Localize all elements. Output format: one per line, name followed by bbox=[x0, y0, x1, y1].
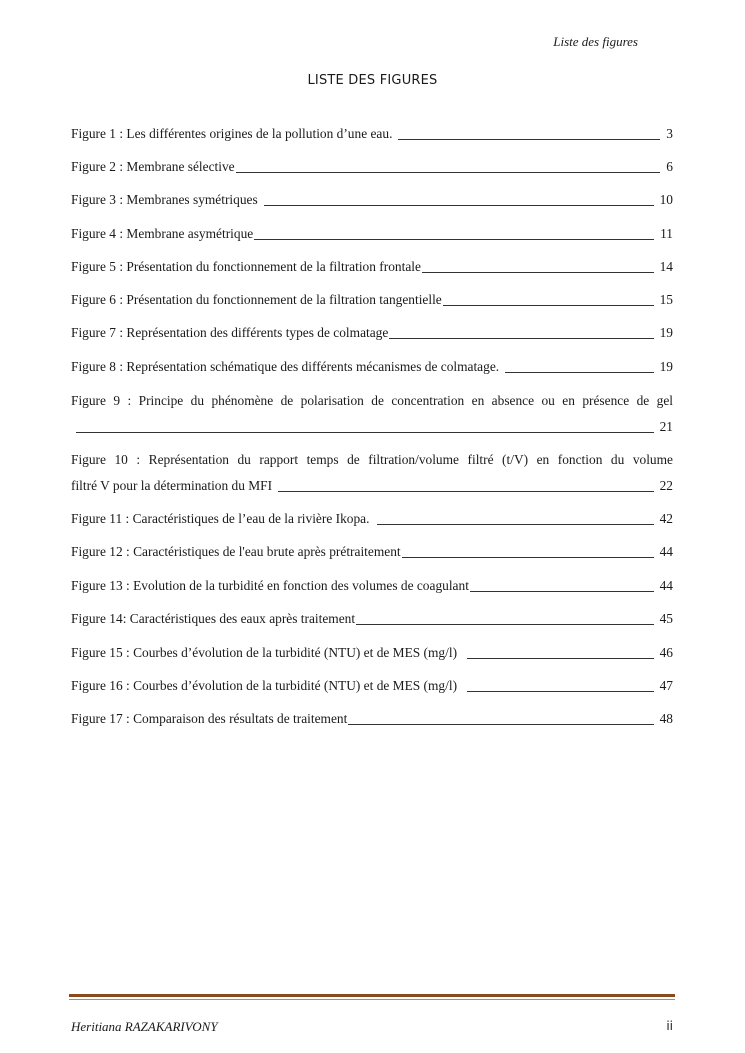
toc-entry-page: 11 bbox=[660, 226, 673, 241]
dot-leader bbox=[348, 724, 653, 725]
toc-entry-page: 22 bbox=[659, 478, 673, 493]
toc-entry-label: Figure 13 : Evolution de la turbidité en fonction des volumes de coagulant bbox=[71, 578, 469, 593]
toc-entry-label: Figure 16 : Courbes d’évolution de la turbidité (NTU) et de MES (mg/l) bbox=[71, 678, 458, 693]
toc-entry-page: 19 bbox=[659, 359, 673, 374]
toc-entry-label: Figure 8 : Représentation schématique des différents mécanismes de colmatage. bbox=[71, 359, 500, 374]
toc-entry-page: 42 bbox=[659, 511, 673, 526]
dot-leader bbox=[467, 658, 654, 659]
toc-entry-label: Figure 11 : Caractéristiques de l’eau de la rivière Ikopa. bbox=[71, 511, 370, 526]
dot-leader bbox=[470, 591, 654, 592]
toc-entry-page: 44 bbox=[659, 544, 673, 559]
toc-entry-label-continued: filtré V pour la détermination du MFI bbox=[71, 478, 273, 493]
toc-entry-figure-5[interactable] bbox=[71, 258, 673, 275]
running-header-title: Liste des figures bbox=[553, 34, 638, 49]
toc-entry-page: 45 bbox=[659, 611, 673, 626]
toc-entry-figure-9[interactable] bbox=[71, 392, 673, 435]
toc-entry-page: 21 bbox=[659, 419, 673, 434]
toc-entry-figure-8[interactable] bbox=[71, 358, 673, 375]
toc-entry-label: Figure 15 : Courbes d’évolution de la turbidité (NTU) et de MES (mg/l) bbox=[71, 645, 458, 660]
toc-entry-figure-11[interactable] bbox=[71, 510, 673, 527]
toc-entry-page: 46 bbox=[659, 645, 673, 660]
toc-entry-figure-15[interactable] bbox=[71, 644, 673, 661]
toc-entry-label: Figure 3 : Membranes symétriques bbox=[71, 192, 258, 207]
dot-leader bbox=[398, 139, 660, 140]
toc-entry-label: Figure 1 : Les différentes origines de la pollution d’une eau. bbox=[71, 126, 393, 141]
footer-rule-thin bbox=[69, 999, 675, 1000]
dot-leader bbox=[402, 557, 654, 558]
toc-entry-page: 19 bbox=[659, 325, 673, 340]
toc-entry-figure-4[interactable] bbox=[71, 225, 673, 242]
toc-entry-figure-3[interactable] bbox=[71, 191, 673, 208]
toc-entry-figure-14[interactable] bbox=[71, 610, 673, 627]
dot-leader bbox=[278, 491, 654, 492]
toc-entry-figure-6[interactable] bbox=[71, 291, 673, 308]
toc-entry-label: Figure 6 : Présentation du fonctionnement de la filtration tangentielle bbox=[71, 292, 442, 307]
dot-leader bbox=[236, 172, 661, 173]
toc-entry-label: Figure 4 : Membrane asymétrique bbox=[71, 226, 254, 241]
dot-leader bbox=[254, 239, 654, 240]
dot-leader bbox=[389, 338, 653, 339]
toc-entry-label: Figure 5 : Présentation du fonctionnement de la filtration frontale bbox=[71, 259, 421, 274]
dot-leader bbox=[467, 691, 654, 692]
dot-leader bbox=[356, 624, 654, 625]
toc-entry-figure-13[interactable] bbox=[71, 577, 673, 594]
toc-entry-label: Figure 17 : Comparaison des résultats de traitement bbox=[71, 711, 348, 726]
toc-entry-figure-17[interactable] bbox=[71, 710, 673, 727]
toc-entry-figure-16[interactable] bbox=[71, 677, 673, 694]
dot-leader bbox=[443, 305, 654, 306]
toc-entry-page: 47 bbox=[659, 678, 673, 693]
dot-leader bbox=[377, 524, 653, 525]
toc-entry-page: 3 bbox=[666, 126, 673, 141]
toc-entry-figure-7[interactable] bbox=[71, 324, 673, 341]
footer-rule bbox=[69, 994, 675, 997]
dot-leader bbox=[422, 272, 654, 273]
toc-entry-label: Figure 12 : Caractéristiques de l'eau brute après prétraitement bbox=[71, 544, 401, 559]
footer-author: Heritiana RAZAKARIVONY bbox=[71, 1019, 218, 1034]
toc-entry-figure-2[interactable] bbox=[71, 158, 673, 175]
toc-entry-page: 6 bbox=[666, 159, 673, 174]
toc-entry-page: 48 bbox=[659, 711, 673, 726]
toc-entry-page: 44 bbox=[659, 578, 673, 593]
page-title: LISTE DES FIGURES bbox=[307, 73, 438, 88]
toc-entry-label: Figure 7 : Représentation des différents types de colmatage bbox=[71, 325, 389, 340]
toc-entry-figure-12[interactable] bbox=[71, 543, 673, 560]
toc-entry-label: Figure 2 : Membrane sélective bbox=[71, 159, 235, 174]
toc-entry-page: 15 bbox=[659, 292, 673, 307]
toc-entry-label: Figure 9 : Principe du phénomène de polarisation de concentration en absence ou en présence de gel bbox=[71, 393, 673, 408]
toc-entry-page: 10 bbox=[659, 192, 673, 207]
footer-page-number: ii bbox=[666, 1019, 673, 1033]
toc-entry-figure-1[interactable] bbox=[71, 125, 673, 142]
toc-entry-page: 14 bbox=[659, 259, 673, 274]
dot-leader bbox=[505, 372, 653, 373]
toc-entry-label: Figure 14: Caractéristiques des eaux après traitement bbox=[71, 611, 356, 626]
toc-entry-figure-10[interactable] bbox=[71, 451, 673, 494]
dot-leader bbox=[76, 432, 654, 433]
dot-leader bbox=[264, 205, 654, 206]
toc-entry-label: Figure 10 : Représentation du rapport temps de filtration/volume filtré (t/V) en fonction du volume bbox=[71, 452, 673, 467]
